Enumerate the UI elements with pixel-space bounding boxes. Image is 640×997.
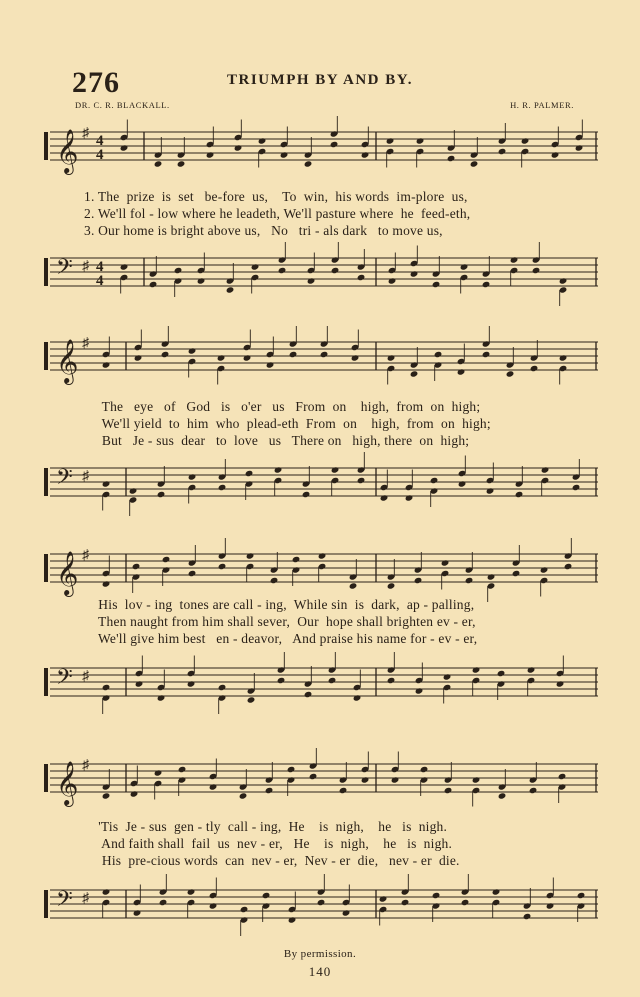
note-head — [278, 267, 287, 274]
music-system-1 — [44, 110, 600, 310]
note-head — [472, 666, 481, 673]
key-signature-sharp-icon: ♯ — [82, 336, 89, 351]
note-head — [135, 680, 144, 687]
note-head — [434, 351, 443, 358]
note-head — [288, 916, 297, 923]
note-head — [177, 160, 186, 167]
note-head — [154, 769, 163, 776]
treble-staff — [44, 542, 600, 602]
note-head — [102, 580, 111, 587]
treble-staff — [44, 752, 600, 812]
note-head — [492, 888, 501, 895]
note-head — [416, 137, 425, 144]
note-head — [521, 137, 530, 144]
note-head — [559, 277, 568, 284]
treble-staff — [44, 330, 600, 390]
note-head — [380, 494, 389, 501]
note-head — [498, 148, 507, 155]
lyric-verse-1: The eye of God is o'er us From on high, from on high; — [84, 399, 481, 414]
note-head — [130, 790, 139, 797]
note-head — [461, 899, 470, 906]
note-head — [410, 270, 419, 277]
lyric-verse-2: We'll yield to him who plead-eth From on high, from on high; — [84, 416, 491, 431]
treble-clef-icon: 𝄞 — [56, 551, 79, 595]
time-signature-digit: 4 — [96, 259, 104, 275]
note-head — [280, 151, 289, 158]
note-head — [265, 787, 274, 794]
note-head — [529, 787, 538, 794]
music-system-3 — [44, 532, 600, 732]
time-signature-digit: 4 — [96, 133, 104, 149]
note-head — [102, 480, 111, 487]
treble-clef-icon: 𝄞 — [56, 339, 79, 383]
note-head — [388, 277, 397, 284]
lyrics-block — [84, 188, 600, 239]
note-head — [159, 899, 168, 906]
note-head — [510, 256, 519, 263]
note-head — [188, 570, 197, 577]
note-head — [414, 577, 423, 584]
note-head — [187, 680, 196, 687]
note-head — [331, 267, 340, 274]
time-signature-digit: 4 — [96, 147, 104, 163]
note-head — [515, 491, 524, 498]
bass-staff — [44, 878, 600, 938]
note-head — [277, 677, 286, 684]
note-head — [289, 351, 298, 358]
lyric-verse-2: 2. We'll fol - low where he leadeth, We'll pasture where he feed-eth, — [84, 206, 471, 221]
note-head — [572, 484, 581, 491]
music-system-4 — [44, 738, 600, 943]
note-head — [287, 766, 296, 773]
note-head — [218, 484, 227, 491]
page-number: 140 — [308, 964, 332, 979]
note-head — [234, 144, 243, 151]
lyric-verse-2: Then naught from him shall sever, Our hope shall brighten ev - er, — [84, 614, 476, 629]
note-head — [174, 267, 183, 274]
note-head — [447, 155, 456, 162]
note-head — [307, 277, 316, 284]
note-head — [157, 694, 166, 701]
note-head — [482, 351, 491, 358]
lyric-verse-3: 3. Our home is bright above us, No tri - als dark to move us, — [84, 223, 443, 238]
note-head — [218, 563, 227, 570]
note-head — [178, 766, 187, 773]
lyrics-block — [84, 596, 600, 647]
note-head — [460, 263, 469, 270]
note-head — [575, 144, 584, 151]
note-head — [357, 477, 366, 484]
note-head — [102, 684, 111, 691]
hymn-number: 276 — [72, 66, 120, 99]
lyrics-block — [84, 398, 600, 449]
note-head — [102, 888, 111, 895]
note-head — [361, 151, 370, 158]
lyric-verse-2: And faith shall fail us nev - er, He is nigh, he is nigh. — [84, 836, 453, 851]
note-head — [162, 556, 171, 563]
note-head — [386, 137, 395, 144]
treble-clef-icon: 𝄞 — [56, 761, 79, 805]
note-head — [120, 263, 129, 270]
lyric-verse-3: His pre-cious words can nev - er, Nev - er die, nev - er die. — [84, 853, 460, 868]
note-head — [498, 792, 507, 799]
note-head — [532, 267, 541, 274]
bass-staff — [44, 656, 600, 716]
note-head — [226, 286, 235, 293]
note-head — [497, 670, 506, 677]
note-head — [527, 666, 536, 673]
note-head — [556, 680, 565, 687]
note-head — [132, 563, 141, 570]
key-signature-sharp-icon: ♯ — [82, 259, 89, 274]
key-signature-sharp-icon: ♯ — [82, 469, 89, 484]
note-head — [133, 909, 142, 916]
note-head — [541, 466, 550, 473]
note-head — [342, 909, 351, 916]
note-head — [443, 673, 452, 680]
note-head — [102, 792, 111, 799]
note-head — [339, 787, 348, 794]
lyrics-block — [84, 818, 600, 869]
note-head — [266, 361, 275, 368]
bass-clef-icon: 𝄢 — [56, 665, 73, 695]
note-head — [217, 354, 226, 361]
note-head — [540, 566, 549, 573]
system-bracket — [44, 554, 48, 582]
system-bracket — [44, 764, 48, 792]
note-head — [482, 281, 491, 288]
note-head — [292, 556, 301, 563]
note-head — [274, 466, 283, 473]
note-head — [430, 477, 439, 484]
note-head — [328, 677, 337, 684]
note-head — [330, 141, 339, 148]
note-head — [405, 494, 414, 501]
note-head — [246, 552, 255, 559]
bass-staff — [44, 246, 600, 306]
note-head — [243, 354, 252, 361]
note-head — [353, 694, 362, 701]
note-head — [134, 354, 143, 361]
note-head — [441, 559, 450, 566]
note-head — [240, 906, 249, 913]
note-head — [577, 892, 586, 899]
note-head — [245, 470, 254, 477]
note-head — [472, 776, 481, 783]
note-head — [487, 573, 496, 580]
note-head — [558, 773, 567, 780]
note-head — [512, 570, 521, 577]
system-bracket — [44, 468, 48, 496]
bass-clef-icon: 𝄢 — [56, 887, 73, 917]
note-head — [523, 913, 532, 920]
bass-staff — [44, 456, 600, 516]
note-head — [154, 160, 163, 167]
system-bracket — [44, 132, 48, 160]
time-signature-digit: 4 — [96, 273, 104, 289]
key-signature-sharp-icon: ♯ — [82, 126, 89, 141]
note-head — [197, 277, 206, 284]
lyricist-credit: DR. C. R. BLACKALL. — [75, 100, 170, 110]
note-head — [357, 274, 366, 281]
composer-credit: H. R. PALMER. — [510, 100, 574, 110]
system-bracket — [44, 342, 48, 370]
note-head — [120, 144, 129, 151]
lyric-verse-3: We'll give him best en - deavor, And praise his name for - ev - er, — [84, 631, 478, 646]
note-head — [432, 281, 441, 288]
bass-clef-icon: 𝄢 — [56, 255, 73, 285]
note-head — [157, 491, 166, 498]
note-head — [247, 696, 256, 703]
note-head — [188, 347, 197, 354]
note-head — [239, 792, 248, 799]
lyric-verse-1: His lov - ing tones are call - ing, While sin is dark, ap - palling, — [84, 597, 475, 612]
note-head — [251, 263, 260, 270]
note-head — [262, 892, 271, 899]
note-head — [304, 691, 313, 698]
note-head — [551, 151, 560, 158]
note-head — [391, 776, 400, 783]
note-head — [206, 151, 215, 158]
note-head — [309, 773, 318, 780]
music-system-2 — [44, 320, 600, 520]
note-head — [129, 487, 138, 494]
note-head — [317, 899, 326, 906]
system-bracket — [44, 258, 48, 286]
note-head — [188, 473, 197, 480]
note-head — [530, 365, 539, 372]
note-head — [415, 687, 424, 694]
note-head — [564, 563, 573, 570]
note-head — [351, 354, 360, 361]
note-head — [486, 487, 495, 494]
note-head — [506, 370, 515, 377]
note-head — [465, 577, 474, 584]
note-head — [432, 892, 441, 899]
note-head — [387, 582, 396, 589]
treble-staff — [44, 120, 600, 180]
note-head — [209, 783, 218, 790]
key-signature-sharp-icon: ♯ — [82, 669, 89, 684]
note-head — [318, 552, 327, 559]
treble-clef-icon: 𝄞 — [56, 129, 79, 173]
note-head — [331, 466, 340, 473]
lyric-verse-1: 'Tis Je - sus gen - tly call - ing, He is nigh, he is nigh. — [84, 819, 448, 834]
note-head — [102, 361, 111, 368]
note-head — [218, 684, 227, 691]
note-head — [161, 351, 170, 358]
note-head — [470, 160, 479, 167]
note-head — [379, 895, 388, 902]
note-head — [444, 787, 453, 794]
system-bracket — [44, 668, 48, 696]
note-head — [410, 370, 419, 377]
system-bracket — [44, 890, 48, 918]
note-head — [258, 137, 267, 144]
note-head — [304, 160, 313, 167]
bass-clef-icon: 𝄢 — [56, 465, 73, 495]
lyric-verse-3: But Je - sus dear to love us There on high, there on high; — [84, 433, 470, 448]
note-head — [546, 902, 555, 909]
lyric-verse-1: 1. The prize is set be-fore us, To win, his words im-plore us, — [84, 189, 468, 204]
note-head — [457, 368, 466, 375]
note-head — [420, 766, 429, 773]
key-signature-sharp-icon: ♯ — [82, 891, 89, 906]
note-head — [320, 351, 329, 358]
note-head — [187, 888, 196, 895]
note-head — [458, 480, 467, 487]
hymn-title: TRIUMPH BY AND BY. — [227, 72, 413, 88]
note-head — [149, 281, 158, 288]
note-head — [302, 491, 311, 498]
note-head — [209, 902, 218, 909]
note-head — [387, 677, 396, 684]
note-head — [361, 776, 370, 783]
key-signature-sharp-icon: ♯ — [82, 758, 89, 773]
key-signature-sharp-icon: ♯ — [82, 548, 89, 563]
note-head — [387, 354, 396, 361]
permission-note: By permission. — [283, 948, 357, 960]
note-head — [559, 354, 568, 361]
note-head — [401, 899, 410, 906]
note-head — [349, 582, 358, 589]
note-head — [270, 577, 279, 584]
